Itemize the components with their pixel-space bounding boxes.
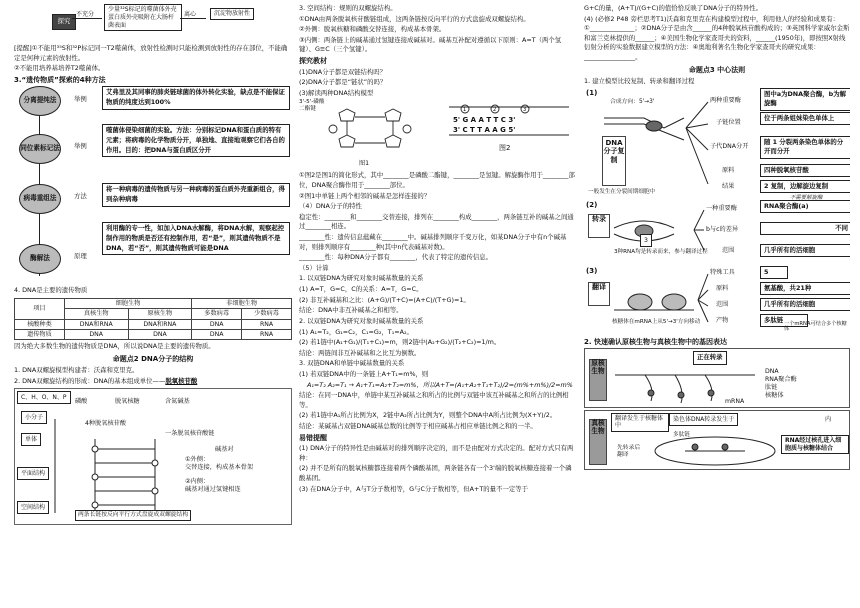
method-3-tag: 方法 xyxy=(74,192,87,201)
c3-m1: 1. 建立模型比较复制、转录和翻译过程 xyxy=(584,77,695,86)
c3-m2: 2. 快速确认原核生物与真核生物中的基因表达 xyxy=(584,337,727,346)
pro-mrna: mRNA xyxy=(725,398,745,406)
tl-result-c: 几乎所有的活细胞 xyxy=(760,298,850,312)
rep-result-1: 图中a为DNA聚合酶，b为解旋酶 xyxy=(760,88,850,111)
tl-label-a: 特殊工具 xyxy=(710,268,735,276)
euk-inside: 内 xyxy=(825,416,832,424)
c3-p4: (4) (必修2 P48 旁栏思考T1)沃森和克里克在构建模型过程中，利用他人的经验和成果有：①______________；②DNA分子是由含______的4种脱氧核苷酸构成的；③英国科学家威尔金斯和富兰克林提供的______；④美国生物化学家查哥夫的资料，______(1950年)，即按照X射线衍射分析的实验数据建立模型的方法：④奥地利著名生物化学家查哥夫的研究成果：________________。 xyxy=(584,14,850,62)
trs-title: 转录 xyxy=(588,214,610,238)
svg-text:1: 1 xyxy=(463,107,467,114)
phosphate-label: 磷酸 xyxy=(75,398,88,406)
after-table-text: 因为绝大多数生物的遗传物质是DNA，所以说DNA是主要的遗传物质。 xyxy=(14,342,215,351)
trs-square: 3 xyxy=(640,234,652,247)
table-row xyxy=(15,319,292,329)
tl-num: (3) xyxy=(586,266,598,275)
c2-p4a: 稳定性：________和________交替连接，排列在________构成________，两条链互补的碱基之间通过________相连。 xyxy=(299,212,574,231)
table-cell: DNA xyxy=(64,329,128,339)
plane-box: 平面结构 xyxy=(17,467,49,480)
svg-text:2: 2 xyxy=(493,107,497,114)
c2-c1a: (1) A=T，G=C，C的关系：A=T，G=C。 xyxy=(299,285,423,294)
tl-note: 一个mRNA可结合多个核糖体 xyxy=(784,320,847,333)
table-cell: RNA xyxy=(242,329,292,339)
c2-f1: ①图2是图1的简化形式，其中________是磷酸二酯键，________是氢键。解旋酶作用于________部位，DNA聚合酶作用于________部位。 xyxy=(299,171,575,189)
item4-text: 4. DNA是主要的遗传物质 xyxy=(14,286,88,295)
rep-label-1: 两种重要酶 xyxy=(710,96,741,104)
translation-diagram xyxy=(584,266,850,336)
pro-dna: DNA xyxy=(765,368,779,376)
c2-p4: （4）DNA分子的特性 xyxy=(299,202,362,211)
base-label: 含氮碱基 xyxy=(165,398,190,406)
c2-formula: A₁=T₂ A₂=T₁ → A₁+T₁=A₂+T₂=m%，所以A+T=(A₁+A₂+T₁+T₂)/2=(m%+m%)/2=m% xyxy=(307,380,573,389)
dna-model-svg xyxy=(299,99,576,171)
fig1-note: 3'-5'-磷酸二酯键 xyxy=(299,99,325,113)
trs-num: (2) xyxy=(586,200,598,209)
c2-q1: (1)DNA分子都是双链结构吗？ xyxy=(299,67,387,76)
tl-caption: 核糖体在mRNA上从5'→3'方向移动 xyxy=(612,318,701,325)
table-row xyxy=(15,329,292,339)
table-cell: DNA xyxy=(128,329,192,339)
rep-title: DNA分子复制 xyxy=(602,136,626,186)
c2-c2c: 结论：两链间非互补碱基和之比互为倒数。 xyxy=(299,348,421,357)
tl-title: 翻译 xyxy=(588,282,610,306)
c2-p4c: ________性：每种DNA分子都有________，代表了特定的遗传信息。 xyxy=(299,253,493,262)
kp2-title: 命题点2 DNA分子的结构 xyxy=(112,354,194,363)
rep-result-4: 四种脱氧核苷酸 xyxy=(760,164,850,178)
s2-prefix: 2. DNA双螺旋结构的形成：DNA的基本组成单位—— xyxy=(14,376,166,385)
euk-transcription-site: 染色体DNA转录发生于 xyxy=(669,413,738,426)
fig2-label: 图2 xyxy=(499,144,511,153)
rep-num: (1) xyxy=(586,88,598,97)
euk-order: 先转录后翻译 xyxy=(617,445,641,459)
method-3-name: 病毒重组法 xyxy=(19,184,61,214)
tl-result-d: 多肽链 xyxy=(760,314,808,328)
rep-label-4: 原料 xyxy=(722,166,735,174)
fig1-label: 图1 xyxy=(359,160,370,168)
elements-box: C、H、O、N、P xyxy=(17,391,71,404)
rep-arrow: 合成方向：5'→3' xyxy=(610,98,655,105)
c2-e3: (3) 在DNA分子中，A与T分子数相等，G与C分子数相等，但A+T的量不一定等于 xyxy=(299,484,529,493)
table-sub: 多数病毒 xyxy=(192,309,242,319)
svg-text:3: 3 xyxy=(523,107,527,114)
prokaryote-diagram xyxy=(584,348,850,408)
rep-label-5: 结果 xyxy=(722,182,735,190)
tl-result-a: 5 xyxy=(760,266,788,280)
pro-ribosome: 核糖体 xyxy=(765,392,784,400)
method-4-tag: 原理 xyxy=(74,252,87,261)
table-cell: 核酸种类 xyxy=(15,319,65,329)
note-outer: ①外侧： xyxy=(185,456,210,464)
pro-polymerase: RNA聚合酶 xyxy=(765,376,797,384)
c2-e2: (2) 并不是所有的脱氧核糖都连接着两个磷酸基团，两条链各有一个3'端的脱氧核糖连接着一个磷酸基团。 xyxy=(299,464,572,482)
trs-label-1: 一种重要酶 xyxy=(706,204,737,212)
c2-c3c: (2) 若1链中A₁所占比例为X，2链中A₂所占比例为Y，则整个DNA中A所占比例为(X+Y)/2。 xyxy=(299,411,557,420)
c2-e1: (1) DNA分子的特异性是由碱基对的排列顺序决定的，而不是由配对方式决定的。配对方式只有两种： xyxy=(299,444,574,462)
replication-diagram xyxy=(584,88,850,200)
c2-p1b: ②外侧：脱氧核糖和磷酸交替连接，构成基本骨架。 xyxy=(299,25,446,34)
fig2-bottom-strand: 3' C T T A A G 5' xyxy=(453,126,516,135)
method-2-tag: 举例 xyxy=(74,142,87,151)
tip2-text: ②不能用培养基培养T2噬菌体。 xyxy=(14,64,105,73)
trs-label-3: 范围 xyxy=(722,246,735,254)
table-cell: RNA xyxy=(242,319,292,329)
flow-explore-label: 探究 xyxy=(52,14,76,30)
space-box: 空间结构 xyxy=(17,501,49,514)
column-2 xyxy=(299,4,576,606)
trs-result-3: 几乎所有的活细胞 xyxy=(760,244,850,258)
c2-c2a: (1) A₁=T₂，G₁=C₂，C₁=G₂，T₁=A₂。 xyxy=(299,327,413,336)
c2-p1a: ①DNA由两条脱氧核苷酸链组成，这两条链按反向平行的方式盘旋成双螺旋结构。 xyxy=(299,14,530,23)
transcription-diagram xyxy=(584,194,850,266)
c2-c1: 1. 以双链DNA为研究对象时碱基数量的关系 xyxy=(299,274,424,283)
table-sub: 原核生物 xyxy=(128,309,192,319)
s2-term: 脱氧核苷酸 xyxy=(165,376,198,385)
tl-label-d: 产物 xyxy=(716,316,729,324)
chain2-label: 两条长链按反向平行方式盘旋成双螺旋结构 xyxy=(75,510,191,521)
s2-text xyxy=(14,377,292,387)
c2-f2: ②图1中单链上两个相邻的碱基是怎样连接的？ xyxy=(299,191,431,200)
flow-arrow1 xyxy=(72,18,102,19)
c2-p5: （5）计算 xyxy=(299,263,329,272)
dna-structure-diagram xyxy=(14,388,292,525)
c2-q3: (3)解读两种DNA结构模型 xyxy=(299,88,374,97)
flow-arrow1-label: 不充分 xyxy=(76,11,95,18)
method-1-name: 分离提纯法 xyxy=(19,86,61,116)
rep-label-3: 子代DNA分开 xyxy=(710,142,749,150)
column-3 xyxy=(584,4,850,606)
section3-title: 3.“遗传物质”探索的4种方法 xyxy=(14,75,106,84)
euk-pore: RNA经过核孔进入细胞质与核糖体结合 xyxy=(781,435,849,454)
c2-c1b: (2) 非互补碱基和之比：(A+G)/(T+C)=(A+C)/(T+G)=1。 xyxy=(299,295,470,304)
probe-title: 探究教材 xyxy=(299,57,327,66)
chain-label: 一条脱氧核苷酸链 xyxy=(165,430,215,438)
table-cell: DNA xyxy=(192,319,242,329)
method-2-name: 同位素标记法 xyxy=(19,134,61,164)
tl-label-c: 范围 xyxy=(716,300,729,308)
rep-result-5: 2 复制，边解旋边复制 xyxy=(760,180,850,194)
rep-label-2: 子链位置 xyxy=(716,118,741,126)
table-h-cell: 细胞生物 xyxy=(64,298,191,308)
c2-c2: 2. 以双链DNA为研究对象时碱基数量的关系 xyxy=(299,316,424,325)
flow-right-box: 沉淀物放射性 xyxy=(210,8,254,20)
c2-p1: 3. 空间结构：规则的双螺旋结构。 xyxy=(299,4,397,12)
genetic-material-table xyxy=(14,298,292,340)
c3-intro: G+C的量，(A+T)/(G+C)的值恰恰反映了DNA分子的特异性。 xyxy=(584,4,763,12)
c2-c3a: (1) 若双链DNA中的一条链上A+T₁=m%，则 xyxy=(299,369,429,378)
method-2-text: 噬菌体侵染细菌的实验。方法：分别标记DNA和蛋白质的特有元素；将病毒的化学物质分开，单独地、直接地观察它们各自的作用。目的：把DNA与蛋白质区分开 xyxy=(102,124,290,157)
nucleotide-label: 4种脱氧核苷酸 xyxy=(85,420,127,428)
mono-box: 单体 xyxy=(21,433,41,446)
pair-label: 碱基对 xyxy=(215,446,234,454)
rep-result-2: 位于两条姐妹染色单体上 xyxy=(760,112,850,126)
table-h-noncell: 非细胞生物 xyxy=(192,298,292,308)
c2-c2b: (2) 若1链中(A₁+G₁)/(T₁+C₁)=m，则2链中(A₂+G₂)/(T₂+C₂)=1/m。 xyxy=(299,338,501,347)
s1-text: 1. DNA双螺旋模型构建者：沃森和克里克。 xyxy=(14,366,139,375)
methods-diagram xyxy=(14,86,292,286)
method-3-text: 将一种病毒的遗传物质与另一种病毒的蛋白质外壳重新组合，得到杂种病毒 xyxy=(102,183,290,206)
fig2-top-strand: 5' G A A T T C 3' xyxy=(453,116,516,125)
c2-c3: 3. 双链DNA和单链中碱基数量的关系 xyxy=(299,359,405,368)
table-sub: 真核生物 xyxy=(64,309,128,319)
table-h-item: 项目 xyxy=(15,298,65,319)
flow-arrow2-label: 离心 xyxy=(184,11,197,18)
pro-transcribing: 正在转录 xyxy=(693,351,727,365)
euk-peptide: 多肽链 xyxy=(673,432,690,439)
table-cell: DNA和RNA xyxy=(64,319,128,329)
eukaryote-diagram xyxy=(584,410,850,470)
method-4-name: 酶解法 xyxy=(19,244,61,274)
flow-arrow2 xyxy=(180,18,206,19)
trs-caption: 3种RNA均是转录而来，参与翻译过程 xyxy=(614,248,708,255)
column-1 xyxy=(14,4,292,606)
top-flow xyxy=(14,4,292,44)
c2-p1c: ③内侧：两条链上的碱基通过氢键连接成碱基对。碱基互补配对遵循以下原则：A=T（两个氢键）、G≡C（三个氢键）。 xyxy=(299,35,562,54)
trs-result-2: 不同 xyxy=(760,222,850,236)
method-1-text: 艾弗里及其同事的肺炎链球菌的体外转化实验，缺点是不能保证物质的纯度达到100% xyxy=(102,86,290,109)
sugar-label: 脱氧核糖 xyxy=(115,398,140,406)
note-inner: ②内侧： xyxy=(185,478,210,486)
note-outer-b: 交替连接，构成基本骨架 xyxy=(185,464,254,472)
flow-middle-box: 少量³²S标记的噬菌体外壳蛋白质外壳吸附在大肠杆菌表面 xyxy=(104,4,182,31)
error-title: 易错提醒 xyxy=(299,433,327,442)
table-cell: 遗传物质 xyxy=(15,329,65,339)
pro-chain: 肽链 xyxy=(765,384,778,392)
c2-p4b: ________性：遗传信息蕴藏在________中。碱基排列顺序千变万化，如某DNA分子中有n个碱基对，则排列顺序有________种(其中n代表碱基对数)。 xyxy=(299,233,567,251)
kp3-title: 命题点3 中心法则 xyxy=(688,65,746,74)
note-inner-b: 碱基对通过氢键相连 xyxy=(185,486,241,494)
trs-result-1: RNA聚合酶(a) xyxy=(760,200,850,214)
table-cell: DNA xyxy=(192,329,242,339)
euk-label: 真核生物 xyxy=(589,419,607,465)
c2-c3d: 结论：某碱基占双链DNA碱基总数的比例等于相应碱基占相应单链比例之和的一半。 xyxy=(299,422,537,430)
table-sub: 少数病毒 xyxy=(242,309,292,319)
dna-ladder-svg xyxy=(15,389,292,524)
prokaryote-svg xyxy=(585,349,849,407)
method-4-text: 利用酶的专一性，如加入DNA水解酶，将DNA水解，观察起控制作用的物质是否还有控制作用，若“是”，则其遗传物质不是DNA，若“否”，则其遗传物质可能是DNA xyxy=(102,222,290,255)
trs-label-2: b与c的差异 xyxy=(706,225,739,233)
rep-result-3: 随 1 分裂两条染色单体的分开而分开 xyxy=(760,136,850,159)
tl-result-b: 氨基酸，共21种 xyxy=(760,282,850,296)
tip-text: [提醒]①不能用³⁵S和³²P标记同一T2噬菌体，放射性检测时只能检测到放射性的存在部位，不能确定是何种元素的放射性。 xyxy=(14,44,288,62)
side-box: 小分子 xyxy=(21,411,47,424)
tl-label-b: 原料 xyxy=(716,284,729,292)
rep-caption: 一般发生在分裂间期细胞中 xyxy=(588,188,656,195)
c2-c3b: 结论：在同一DNA中，单链中某互补碱基之和所占的比例与双链中该互补碱基之和所占的比例相等。 xyxy=(299,391,569,409)
dna-model-figures xyxy=(299,99,576,171)
euk-translation-site: 翻译发生于核糖体中 xyxy=(611,413,669,431)
c2-q2: (2)DNA分子都是“链状”的吗？ xyxy=(299,78,387,87)
method-1-tag: 举例 xyxy=(74,95,87,104)
c2-c1c: 结论：DNA中非互补碱基之和相等。 xyxy=(299,306,403,315)
pro-label: 原核生物 xyxy=(589,359,607,401)
table-cell: DNA和RNA xyxy=(128,319,192,329)
trs-note: 不需要解旋酶 xyxy=(790,194,823,201)
